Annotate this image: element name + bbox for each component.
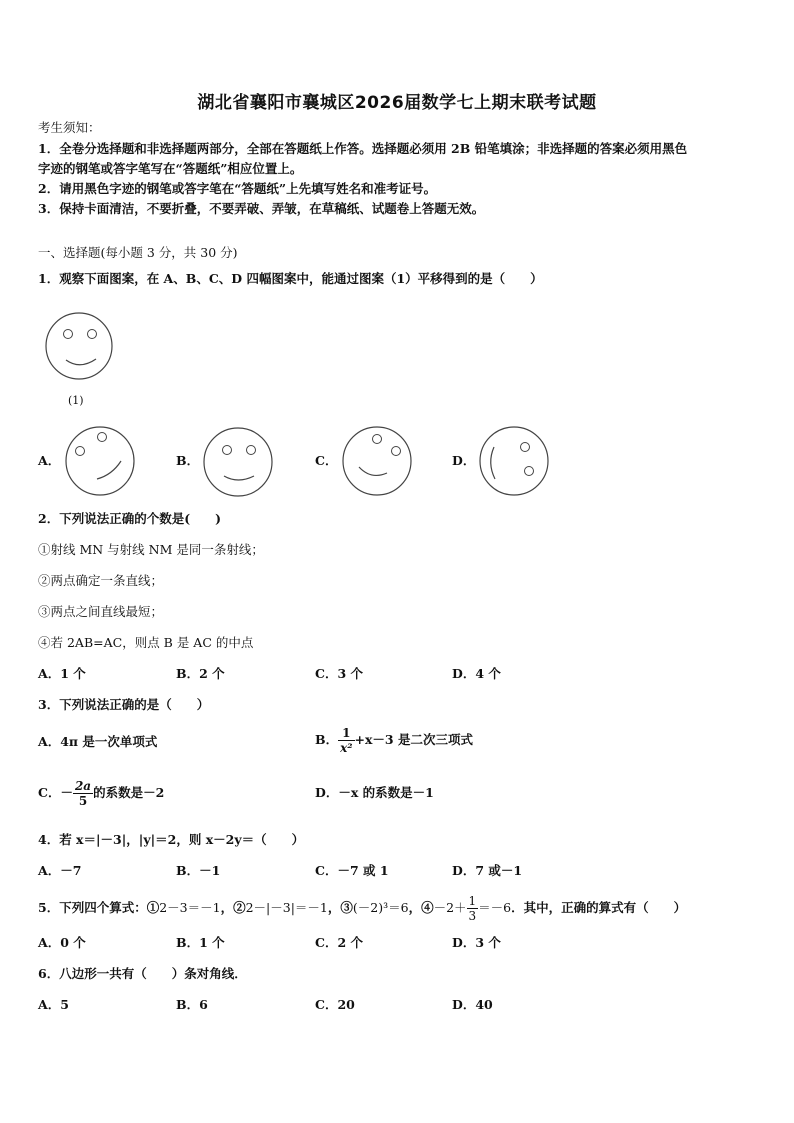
q3-option-c [38, 775, 164, 811]
q3-option-b-label: B． [315, 732, 339, 747]
q2-option-a: A．1 个 [38, 666, 86, 681]
question-1-stem: 1．观察下面图案，在 A、B、C、D 四幅图案中，能通过图案（1）平移得到的是（ ） [38, 271, 543, 286]
q3-option-c-denominator: 5 [78, 794, 88, 808]
q1-option-a-label: A． [38, 453, 61, 468]
q3-option-c-text: 的系数是－2 [93, 785, 165, 800]
q5-expr-4-post: ＝－6 [478, 900, 512, 915]
q5-expr-3: (－2)³＝6 [352, 900, 409, 915]
page-title: 湖北省襄阳市襄城区2026届数学七上期末联考试题 [197, 93, 597, 113]
q1-option-b-label: B． [176, 453, 200, 468]
q1-option-d-label: D． [452, 453, 476, 468]
q4-option-a: A．－7 [38, 863, 82, 878]
q4-option-c: C．－7 或 1 [315, 863, 389, 878]
q2-statement-1: ①射线 MN 与射线 NM 是同一条射线； [38, 542, 264, 557]
q5-sep-2: ，② [220, 900, 246, 915]
q2-option-c: C．3 个 [315, 666, 363, 681]
q3-option-d: D．－x 的系数是－1 [315, 785, 434, 800]
q5-expr-4-numerator: 1 [468, 894, 477, 908]
q5-option-c: C．2 个 [315, 935, 363, 950]
q3-option-c-label: C．－ [38, 785, 73, 800]
q1-option-a-figure [64, 425, 138, 499]
q3-option-b-numerator: 1 [338, 726, 354, 741]
figure-1-caption: (1) [68, 394, 84, 407]
q5-stem-prefix: 5．下列四个算式：① [38, 900, 160, 915]
question-3-stem: 3．下列说法正确的是（ ） [38, 697, 210, 712]
q3-option-b-fraction [338, 726, 354, 755]
q4-option-b: B．－1 [176, 863, 221, 878]
question-4-stem: 4．若 x＝|－3|，|y|＝2，则 x－2y＝（ ） [38, 832, 305, 847]
q5-sep-4: ，④ [408, 900, 434, 915]
question-2-stem: 2．下列说法正确的个数是( ) [38, 511, 222, 526]
q2-statement-3: ③两点之间直线最短； [38, 604, 164, 619]
q3-option-b-text: +x－3 是二次三项式 [354, 732, 473, 747]
q5-expr-4-pre: －2＋ [433, 900, 467, 915]
q5-expr-4-denominator: 3 [468, 909, 477, 923]
q5-expr-2: 2－|－3|＝－1 [245, 900, 328, 915]
q5-expr-1: 2－3＝－1 [159, 900, 221, 915]
q2-option-b: B．2 个 [176, 666, 225, 681]
notice-heading: 考生须知： [38, 120, 101, 135]
q6-option-b: B．6 [176, 997, 208, 1012]
q3-option-a: A．4π 是一次单项式 [38, 734, 158, 749]
question-6-stem: 6．八边形一共有（ ）条对角线． [38, 966, 247, 981]
notice-item-1: 1．全卷分选择题和非选择题两部分，全部在答题纸上作答。选择题必须用 2B 铅笔填涂；非选择题的答案必须用黑色 [38, 141, 688, 156]
q6-option-d: D．40 [452, 997, 493, 1012]
q3-option-b-denominator: x² [340, 741, 353, 755]
q4-option-d: D．7 或－1 [452, 863, 523, 878]
q5-option-a: A．0 个 [38, 935, 86, 950]
q6-option-a: A．5 [38, 997, 69, 1012]
q5-option-d: D．3 个 [452, 935, 501, 950]
section-heading: 一、选择题(每小题 3 分，共 30 分) [38, 245, 238, 260]
q2-statement-4: ④若 2AB=AC，则点 B 是 AC 的中点 [38, 635, 254, 650]
notice-item-3: 3．保持卡面清洁，不要折叠，不要弄破、弄皱，在草稿纸、试题卷上答题无效。 [38, 201, 485, 216]
q1-option-c-label: C． [315, 453, 338, 468]
q6-option-c: C．20 [315, 997, 355, 1012]
notice-item-1-cont: 字迹的钢笔或答字笔写在“答题纸”相应位置上。 [38, 161, 303, 176]
q1-option-c-figure [341, 425, 415, 499]
q5-sep-3: ，③ [327, 900, 353, 915]
notice-item-2: 2．请用黑色字迹的钢笔或答字笔在“答题纸”上先填写姓名和准考证号。 [38, 181, 437, 196]
q5-option-b: B．1 个 [176, 935, 225, 950]
q5-stem-suffix: ．其中，正确的算式有（ ） [511, 900, 687, 915]
question-5-stem [38, 890, 686, 926]
q2-statement-2: ②两点确定一条直线； [38, 573, 164, 588]
q2-option-d: D．4 个 [452, 666, 501, 681]
q5-expr-4-fraction [467, 894, 479, 923]
q3-option-b [315, 722, 473, 758]
q3-option-c-fraction [73, 779, 93, 808]
q3-option-c-numerator: 2a [74, 779, 92, 793]
q1-option-d-figure [478, 425, 552, 499]
q1-option-b-figure [202, 426, 276, 500]
